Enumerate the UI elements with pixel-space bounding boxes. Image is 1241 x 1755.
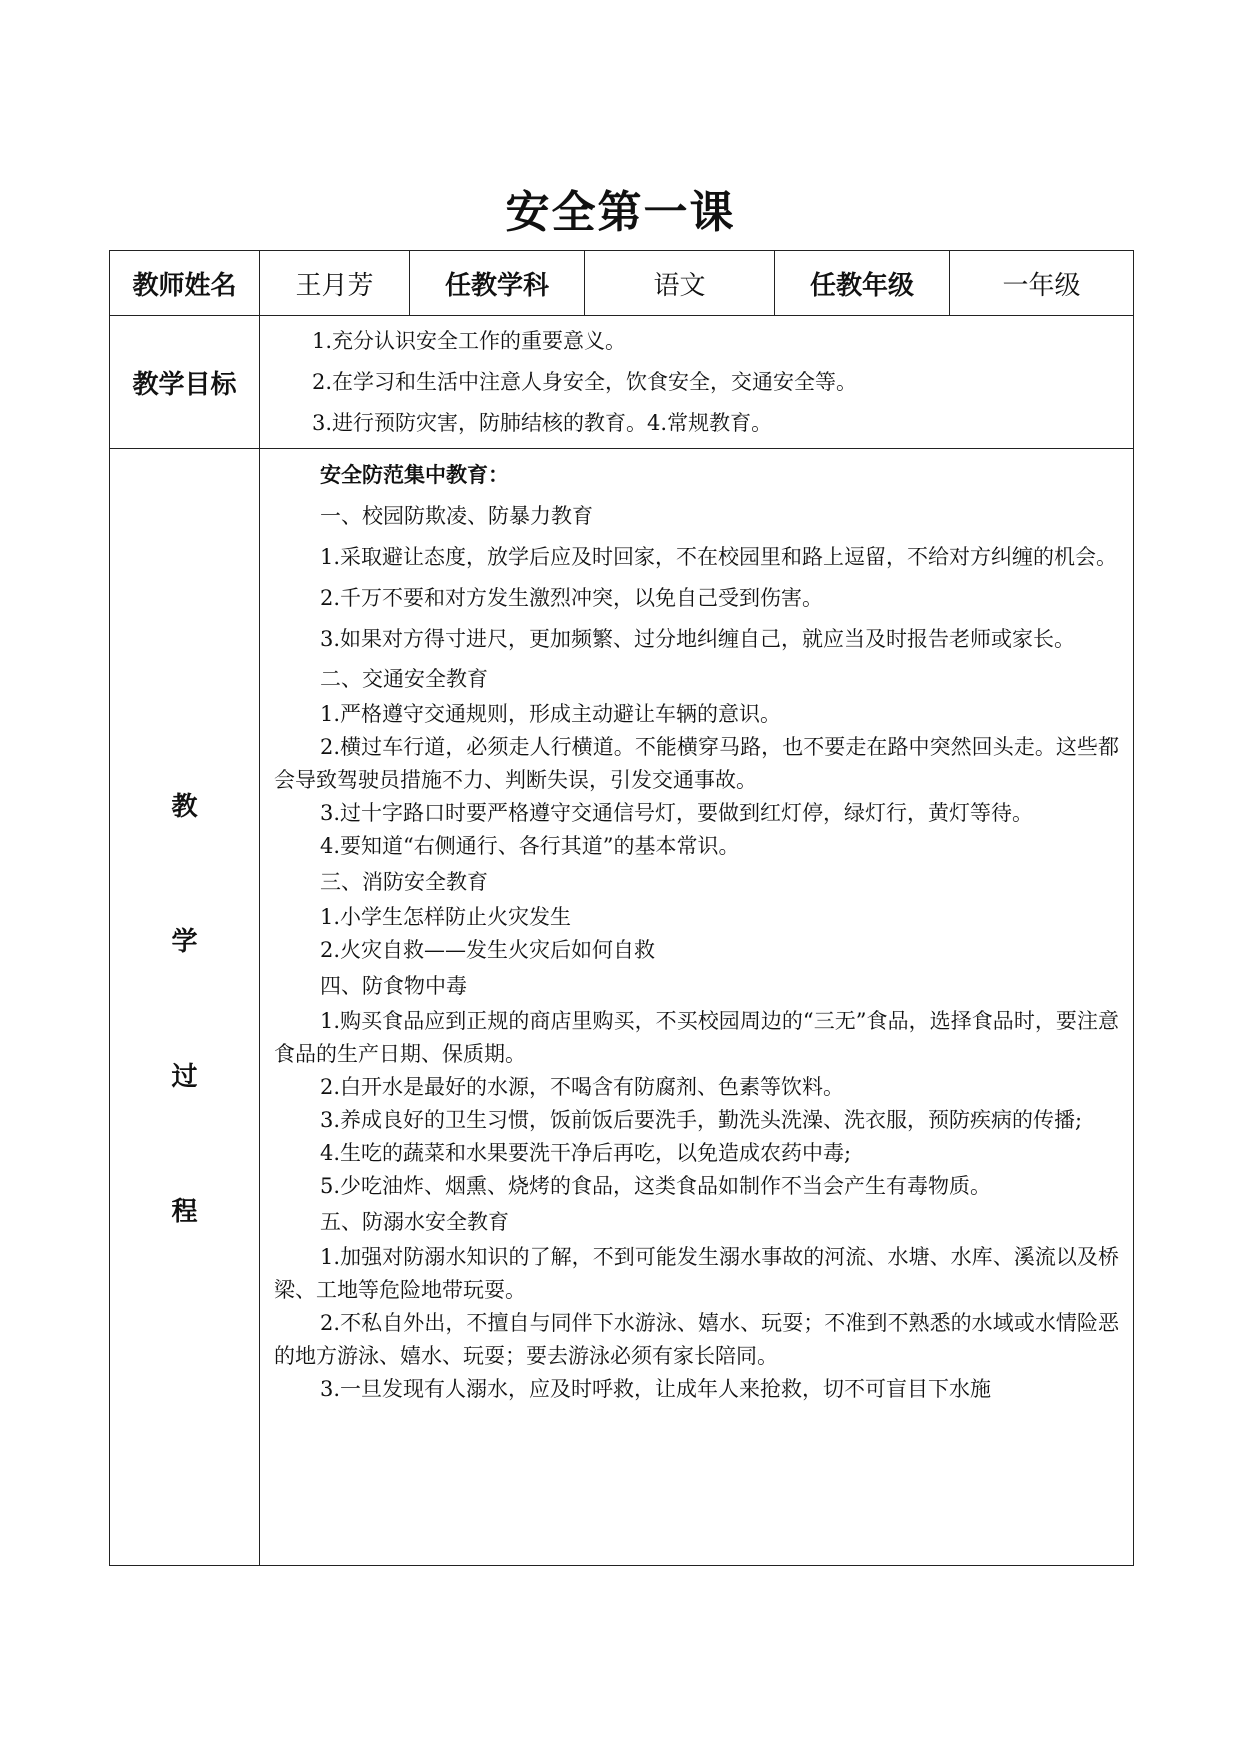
section-item: 3.养成良好的卫生习惯，饭前饭后要洗手，勤洗头洗澡、洗衣服，预防疾病的传播; xyxy=(320,1108,1083,1132)
process-label-cell xyxy=(110,449,260,1566)
section-item: 2.横过车行道，必须走人行横道。不能横穿马路，也不要走在路中突然回头走。这些都会导致驾驶员措施不力、判断失误，引发交通事故。 xyxy=(274,735,1119,792)
section-title: 四、防食物中毒 xyxy=(320,974,467,998)
grade-value: 一年级 xyxy=(950,251,1134,316)
section-item: 5.少吃油炸、烟熏、烧烤的食品，这类食品如制作不当会产生有毒物质。 xyxy=(320,1174,992,1198)
section-title: 三、消防安全教育 xyxy=(320,870,488,894)
section-item: 2.千万不要和对方发生激烈冲突，以免自己受到伤害。 xyxy=(320,586,824,610)
grade-label: 任教年级 xyxy=(775,251,950,316)
section-item: 2.白开水是最好的水源，不喝含有防腐剂、色素等饮料。 xyxy=(320,1075,845,1099)
teacher-value: 王月芳 xyxy=(260,251,410,316)
header-row xyxy=(110,251,1134,316)
goal-line: 1.充分认识安全工作的重要意义。 xyxy=(312,328,627,353)
goals-row xyxy=(110,316,1134,449)
goal-line: 2.在学习和生活中注意人身安全，饮食安全，交通安全等。 xyxy=(312,369,858,394)
section-item: 4.生吃的蔬菜和水果要洗干净后再吃，以免造成农药中毒; xyxy=(320,1141,852,1165)
section-item: 1.采取避让态度，放学后应及时回家，不在校园里和路上逗留，不给对方纠缠的机会。 xyxy=(320,545,1118,569)
process-heading: 安全防范集中教育： xyxy=(320,463,509,487)
section-item: 3.一旦发现有人溺水，应及时呼救，让成年人来抢救，切不可盲目下水施 xyxy=(320,1377,992,1401)
section-item: 3.如果对方得寸进尺，更加频繁、过分地纠缠自己，就应当及时报告老师或家长。 xyxy=(320,627,1076,651)
goal-line: 3.进行预防灾害，防肺结核的教育。4.常规教育。 xyxy=(312,410,773,435)
process-label-char: 学 xyxy=(171,927,198,957)
subject-label: 任教学科 xyxy=(410,251,585,316)
process-label-char: 程 xyxy=(171,1197,198,1227)
document-title: 安全第一课 xyxy=(505,187,736,238)
section-item: 4.要知道“右侧通行、各行其道”的基本常识。 xyxy=(320,834,740,858)
process-row xyxy=(110,449,1134,1566)
section-title: 二、交通安全教育 xyxy=(320,667,488,691)
teacher-label: 教师姓名 xyxy=(110,251,260,316)
section-item: 1.严格遵守交通规则，形成主动避让车辆的意识。 xyxy=(320,702,782,726)
subject-value: 语文 xyxy=(585,251,775,316)
section-item: 1.加强对防溺水知识的了解，不到可能发生溺水事故的河流、水塘、水库、溪流以及桥梁、工地等危险地带玩耍。 xyxy=(274,1245,1119,1302)
process-label-char: 教 xyxy=(171,792,198,822)
process-label xyxy=(110,786,259,1228)
goals-content xyxy=(260,316,1134,449)
lesson-plan-table xyxy=(109,250,1134,1566)
section-item: 3.过十字路口时要严格遵守交通信号灯，要做到红灯停，绿灯行，黄灯等待。 xyxy=(320,801,1034,825)
goals-label: 教学目标 xyxy=(110,316,260,449)
section-title: 一、校园防欺凌、防暴力教育 xyxy=(320,504,593,528)
section-item: 2.不私自外出，不擅自与同伴下水游泳、嬉水、玩耍；不准到不熟悉的水域或水情险恶的地方游泳、嬉水、玩耍；要去游泳必须有家长陪同。 xyxy=(274,1311,1119,1368)
section-item: 2.火灾自救——发生火灾后如何自救 xyxy=(320,938,656,962)
process-label-char: 过 xyxy=(171,1062,198,1092)
process-content xyxy=(260,449,1134,1566)
section-item: 1.购买食品应到正规的商店里购买，不买校园周边的“三无”食品，选择食品时，要注意食品的生产日期、保质期。 xyxy=(274,1009,1119,1066)
section-item: 1.小学生怎样防止火灾发生 xyxy=(320,905,572,929)
section-title: 五、防溺水安全教育 xyxy=(320,1210,509,1234)
